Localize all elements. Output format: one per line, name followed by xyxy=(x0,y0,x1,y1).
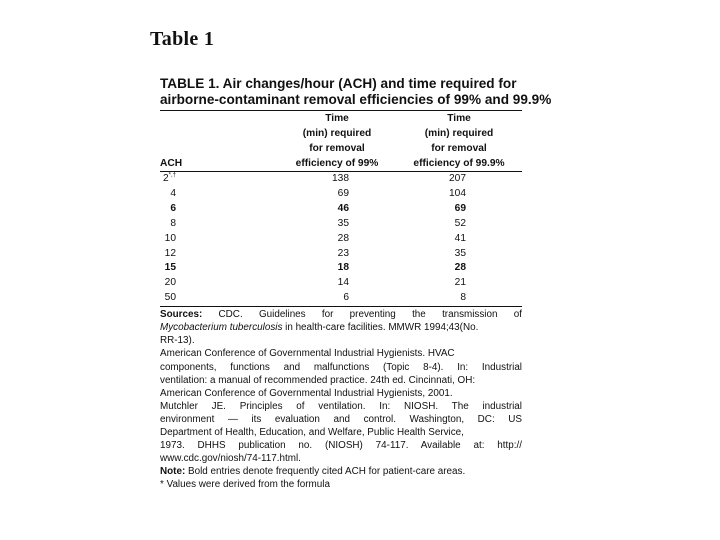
sources-italic: Mycobacterium tuberculosis xyxy=(160,322,283,334)
header-999-line: Time xyxy=(447,113,471,124)
header-99-line: (min) required xyxy=(302,128,372,139)
cell-time-99: 46 xyxy=(337,202,349,214)
table-row xyxy=(160,202,522,217)
header-99-line: Time xyxy=(325,113,349,124)
cell-time-99: 6 xyxy=(278,291,396,306)
header-99-line: for removal xyxy=(309,143,365,154)
cell-time-999: 8 xyxy=(396,291,522,306)
footnote-mark: *,† xyxy=(168,172,176,179)
cell-ach-value: 6 xyxy=(170,202,176,214)
caption-line-1: TABLE 1. Air changes/hour (ACH) and time required for xyxy=(160,76,517,91)
acgih-line: components, functions and malfunctions (Topic 8-4). In: Industrial xyxy=(160,361,522,373)
header-999-line: efficiency of 99.9% xyxy=(413,158,505,169)
sources-line xyxy=(160,321,522,334)
cell-time-999: 207 xyxy=(449,173,466,184)
ach-table-block xyxy=(160,76,552,491)
cell-ach-value: 10 xyxy=(164,232,176,244)
cell-time-99: 14 xyxy=(337,277,349,289)
acgih-line: American Conference of Governmental Industrial Hygienists. HVAC xyxy=(160,348,455,360)
mutchler-line: www.cdc.gov/niosh/74-117.html. xyxy=(160,453,301,465)
cell-ach xyxy=(160,217,278,232)
sources-text: CDC. Guidelines for preventing the transmission of xyxy=(218,309,522,321)
header-999-line: for removal xyxy=(431,143,487,154)
header-time-99 xyxy=(278,111,396,172)
ach-table xyxy=(160,111,522,307)
table-row xyxy=(160,217,522,232)
cell-time-999: 21 xyxy=(454,277,466,289)
cell-time-99: 138 xyxy=(332,173,349,184)
cell-time-999: 41 xyxy=(454,232,466,244)
cell-time-999: 104 xyxy=(449,187,466,199)
cell-ach-value: 2 xyxy=(162,173,169,184)
sources-line xyxy=(160,308,522,321)
cell-ach xyxy=(160,276,278,291)
table-row xyxy=(160,187,522,202)
table-header-row xyxy=(160,111,522,172)
cell-ach xyxy=(160,172,278,187)
mutchler-line: environment — its evaluation and control. Washington, DC: US xyxy=(160,413,522,425)
table-row xyxy=(160,247,522,262)
header-999-line: (min) required xyxy=(424,128,494,139)
cell-ach-value: 4 xyxy=(170,187,176,199)
cell-ach-value: 50 xyxy=(164,292,176,304)
acgih-line: ventilation: a manual of recommended practice. 24th ed. Cincinnati, OH: xyxy=(160,374,476,386)
mutchler-line: 1973. DHHS publication no. (NIOSH) 74-117. Available at: http:// xyxy=(160,440,522,452)
note-text: Bold entries denote frequently cited ACH for patient-care areas. xyxy=(187,466,466,478)
note-line xyxy=(160,465,522,478)
sources-label: Sources: xyxy=(160,309,203,321)
header-ach-label: ACH xyxy=(160,158,183,169)
cell-time-999: 69 xyxy=(454,202,466,214)
cell-time-99: 28 xyxy=(337,232,349,244)
header-time-999 xyxy=(396,111,522,172)
caption-line-2: airborne-contaminant removal efficiencies of 99% and 99.9% xyxy=(160,92,552,107)
header-99-line: efficiency of 99% xyxy=(295,158,379,169)
mutchler-line: Department of Health, Education, and Welfare, Public Health Service, xyxy=(160,427,464,438)
note-label: Note: xyxy=(160,466,186,478)
cell-ach xyxy=(160,232,278,247)
table-body xyxy=(160,172,522,307)
cell-time-999: 35 xyxy=(454,247,466,259)
table-notes xyxy=(160,308,522,491)
cell-ach xyxy=(160,247,278,262)
sources-text: in health-care facilities. MMWR 1994;43(No. xyxy=(285,322,479,334)
table-row xyxy=(160,172,522,187)
cell-time-99: 35 xyxy=(337,217,349,229)
table-row xyxy=(160,276,522,291)
cell-ach xyxy=(160,187,278,202)
cell-ach xyxy=(160,261,278,276)
cell-ach-value: 15 xyxy=(164,262,176,274)
table-row xyxy=(160,261,522,276)
cell-ach-value: 8 xyxy=(170,217,176,229)
mutchler-line: Mutchler JE. Principles of ventilation. In: NIOSH. The industrial xyxy=(160,400,522,412)
cell-time-99: 18 xyxy=(337,262,349,274)
cell-time-99: 23 xyxy=(337,247,349,259)
cell-time-999: 52 xyxy=(454,217,466,229)
cell-ach-value: 12 xyxy=(164,247,176,259)
sources-line: RR-13). xyxy=(160,335,195,347)
table-row xyxy=(160,232,522,247)
cell-ach-value: 20 xyxy=(164,277,176,289)
table-row xyxy=(160,291,522,306)
cell-ach xyxy=(160,202,278,217)
acgih-line: American Conference of Governmental Industrial Hygienists, 2001. xyxy=(160,387,453,399)
cell-ach xyxy=(160,291,278,306)
cell-time-99: 69 xyxy=(337,187,349,199)
cell-time-999: 28 xyxy=(454,262,466,274)
slide-title: Table 1 xyxy=(150,28,215,50)
table-caption xyxy=(160,76,552,111)
footnote-line: * Values were derived from the formula xyxy=(160,479,330,491)
header-ach xyxy=(160,111,278,172)
